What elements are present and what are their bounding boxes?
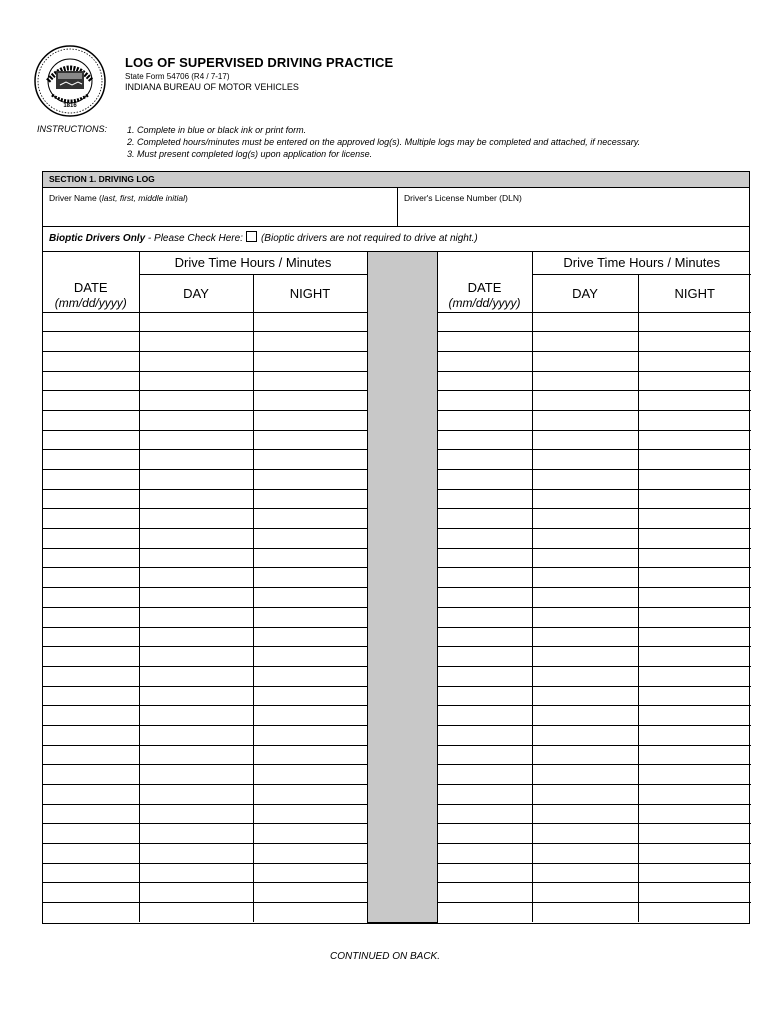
date-cell[interactable]: [437, 863, 532, 883]
date-cell[interactable]: [437, 529, 532, 549]
date-cell[interactable]: [437, 568, 532, 588]
driving-log-form: [42, 171, 750, 924]
night-cell[interactable]: [638, 785, 751, 805]
bioptic-row: [43, 227, 749, 252]
date-cell[interactable]: [43, 903, 139, 923]
day-cell[interactable]: [532, 509, 638, 529]
date-cell[interactable]: [437, 804, 532, 824]
date-cell[interactable]: [437, 824, 532, 844]
night-cell[interactable]: [253, 568, 367, 588]
day-cell[interactable]: [532, 647, 638, 667]
night-cell[interactable]: [253, 903, 367, 923]
date-cell[interactable]: [437, 686, 532, 706]
day-cell[interactable]: [532, 666, 638, 686]
night-cell[interactable]: [638, 430, 751, 450]
date-header-right: [437, 252, 532, 312]
date-cell[interactable]: [43, 844, 139, 864]
instructions-label: INSTRUCTIONS:: [37, 124, 108, 134]
night-cell[interactable]: [253, 470, 367, 490]
driver-name-label: Driver Name (: [49, 193, 102, 203]
day-cell[interactable]: [139, 785, 253, 805]
night-cell[interactable]: [253, 588, 367, 608]
night-cell[interactable]: [638, 686, 751, 706]
agency-name: INDIANA BUREAU OF MOTOR VEHICLES: [125, 82, 299, 92]
night-cell[interactable]: [638, 725, 751, 745]
date-cell[interactable]: [43, 686, 139, 706]
date-cell[interactable]: [437, 391, 532, 411]
date-cell[interactable]: [437, 785, 532, 805]
day-cell[interactable]: [139, 312, 253, 332]
day-cell[interactable]: [532, 903, 638, 923]
day-cell[interactable]: [532, 588, 638, 608]
night-cell[interactable]: [253, 765, 367, 785]
night-cell[interactable]: [638, 666, 751, 686]
date-cell[interactable]: [437, 351, 532, 371]
day-header: DAY: [139, 274, 253, 312]
day-cell[interactable]: [532, 450, 638, 470]
night-cell[interactable]: [253, 607, 367, 627]
day-cell[interactable]: [139, 725, 253, 745]
date-cell[interactable]: [43, 863, 139, 883]
day-cell[interactable]: [532, 489, 638, 509]
date-cell[interactable]: [437, 745, 532, 765]
day-cell[interactable]: [532, 312, 638, 332]
center-divider: [367, 252, 437, 922]
date-cell[interactable]: [43, 351, 139, 371]
form-title: LOG OF SUPERVISED DRIVING PRACTICE: [125, 55, 394, 70]
day-cell[interactable]: [139, 863, 253, 883]
day-cell[interactable]: [532, 568, 638, 588]
night-cell[interactable]: [638, 745, 751, 765]
driving-log-table: [43, 252, 751, 923]
form-number: State Form 54706 (R4 / 7-17): [125, 72, 230, 81]
night-cell[interactable]: [253, 312, 367, 332]
date-cell[interactable]: [43, 804, 139, 824]
date-cell[interactable]: [43, 588, 139, 608]
night-cell[interactable]: [253, 745, 367, 765]
night-cell[interactable]: [638, 548, 751, 568]
seal-year: 1816: [63, 103, 77, 109]
bioptic-text: - Please Check Here:: [145, 233, 243, 244]
day-cell[interactable]: [532, 785, 638, 805]
day-cell[interactable]: [139, 470, 253, 490]
day-cell[interactable]: [532, 391, 638, 411]
date-cell[interactable]: [43, 548, 139, 568]
date-cell[interactable]: [43, 509, 139, 529]
date-cell[interactable]: [43, 745, 139, 765]
day-cell[interactable]: [532, 410, 638, 430]
driver-name-close: ): [185, 193, 188, 203]
date-cell[interactable]: [437, 725, 532, 745]
date-cell[interactable]: [43, 883, 139, 903]
night-cell[interactable]: [638, 765, 751, 785]
date-format: (mm/dd/yyyy): [54, 296, 127, 310]
day-cell[interactable]: [139, 548, 253, 568]
night-cell[interactable]: [253, 529, 367, 549]
day-cell[interactable]: [139, 607, 253, 627]
date-cell[interactable]: [437, 430, 532, 450]
night-cell[interactable]: [638, 627, 751, 647]
day-cell[interactable]: [139, 430, 253, 450]
night-header: NIGHT: [253, 274, 367, 312]
date-cell[interactable]: [43, 765, 139, 785]
date-cell[interactable]: [43, 470, 139, 490]
dln-label: Driver's License Number (DLN): [404, 193, 522, 203]
day-cell[interactable]: [139, 903, 253, 923]
date-cell[interactable]: [437, 470, 532, 490]
day-cell[interactable]: [532, 844, 638, 864]
day-cell[interactable]: [139, 765, 253, 785]
day-cell[interactable]: [532, 470, 638, 490]
night-cell[interactable]: [253, 410, 367, 430]
day-cell[interactable]: [532, 725, 638, 745]
night-cell[interactable]: [253, 351, 367, 371]
date-cell[interactable]: [43, 627, 139, 647]
date-cell[interactable]: [43, 312, 139, 332]
day-cell[interactable]: [139, 450, 253, 470]
date-cell[interactable]: [437, 332, 532, 352]
day-cell[interactable]: [532, 351, 638, 371]
driver-name-hint: last, first, middle initial: [101, 193, 186, 203]
section-header: SECTION 1. DRIVING LOG: [43, 172, 749, 188]
day-cell[interactable]: [139, 844, 253, 864]
day-cell[interactable]: [532, 765, 638, 785]
night-cell[interactable]: [253, 548, 367, 568]
date-header-left: [43, 252, 139, 312]
night-cell[interactable]: [253, 647, 367, 667]
day-cell[interactable]: [139, 627, 253, 647]
date-cell[interactable]: [437, 371, 532, 391]
day-cell[interactable]: [139, 686, 253, 706]
night-cell[interactable]: [638, 489, 751, 509]
day-cell[interactable]: [139, 509, 253, 529]
date-cell[interactable]: [43, 607, 139, 627]
date-cell[interactable]: [437, 903, 532, 923]
night-cell[interactable]: [638, 509, 751, 529]
date-cell[interactable]: [43, 450, 139, 470]
instruction-item: 2. Completed hours/minutes must be entered on the approved log(s). Multiple logs may be completed and attached, if necessary.: [127, 137, 641, 147]
date-cell[interactable]: [437, 607, 532, 627]
night-cell[interactable]: [638, 647, 751, 667]
night-cell[interactable]: [638, 903, 751, 923]
day-cell[interactable]: [139, 666, 253, 686]
date-cell[interactable]: [43, 785, 139, 805]
date-cell[interactable]: [43, 647, 139, 667]
night-cell[interactable]: [253, 509, 367, 529]
day-cell[interactable]: [139, 883, 253, 903]
day-cell[interactable]: [139, 529, 253, 549]
date-cell[interactable]: [437, 647, 532, 667]
date-cell[interactable]: [43, 824, 139, 844]
night-cell[interactable]: [638, 804, 751, 824]
day-cell[interactable]: [139, 489, 253, 509]
night-cell[interactable]: [253, 666, 367, 686]
day-cell[interactable]: [139, 391, 253, 411]
bioptic-label: Bioptic Drivers Only: [49, 233, 146, 244]
night-cell[interactable]: [638, 568, 751, 588]
date-cell[interactable]: [43, 410, 139, 430]
night-cell[interactable]: [253, 706, 367, 726]
night-cell[interactable]: [638, 607, 751, 627]
night-cell[interactable]: [253, 804, 367, 824]
drive-time-header-right: Drive Time Hours / Minutes: [532, 252, 751, 274]
day-header: DAY: [532, 274, 638, 312]
day-cell[interactable]: [139, 588, 253, 608]
day-cell[interactable]: [532, 627, 638, 647]
night-cell[interactable]: [638, 332, 751, 352]
form-header: [125, 55, 393, 92]
date-cell[interactable]: [437, 588, 532, 608]
day-cell[interactable]: [139, 351, 253, 371]
date-cell[interactable]: [437, 627, 532, 647]
day-cell[interactable]: [532, 607, 638, 627]
night-cell[interactable]: [638, 351, 751, 371]
date-cell[interactable]: [43, 568, 139, 588]
day-cell[interactable]: [139, 804, 253, 824]
day-cell[interactable]: [532, 863, 638, 883]
day-cell[interactable]: [532, 548, 638, 568]
night-cell[interactable]: [638, 863, 751, 883]
night-cell[interactable]: [253, 332, 367, 352]
day-cell[interactable]: [532, 529, 638, 549]
day-cell[interactable]: [139, 332, 253, 352]
day-cell[interactable]: [532, 824, 638, 844]
date-cell[interactable]: [43, 666, 139, 686]
instruction-item: 1. Complete in blue or black ink or print form.: [127, 125, 307, 135]
bioptic-checkbox[interactable]: [246, 231, 257, 242]
date-cell[interactable]: [437, 410, 532, 430]
bioptic-note: (Bioptic drivers are not required to drive at night.): [260, 233, 478, 244]
day-cell[interactable]: [139, 745, 253, 765]
date-cell[interactable]: [43, 725, 139, 745]
night-cell[interactable]: [253, 371, 367, 391]
night-cell[interactable]: [253, 863, 367, 883]
date-cell[interactable]: [437, 666, 532, 686]
night-cell[interactable]: [638, 391, 751, 411]
night-cell[interactable]: [638, 410, 751, 430]
night-header: NIGHT: [638, 274, 751, 312]
date-cell[interactable]: [437, 489, 532, 509]
day-cell[interactable]: [139, 410, 253, 430]
night-cell[interactable]: [638, 470, 751, 490]
date-cell[interactable]: [437, 450, 532, 470]
day-cell[interactable]: [139, 371, 253, 391]
date-label: DATE: [467, 280, 502, 295]
night-cell[interactable]: [253, 844, 367, 864]
day-cell[interactable]: [532, 371, 638, 391]
date-label: DATE: [73, 280, 108, 295]
date-cell[interactable]: [437, 312, 532, 332]
night-cell[interactable]: [638, 371, 751, 391]
night-cell[interactable]: [253, 883, 367, 903]
date-cell[interactable]: [43, 529, 139, 549]
night-cell[interactable]: [638, 883, 751, 903]
date-cell[interactable]: [437, 883, 532, 903]
day-cell[interactable]: [532, 745, 638, 765]
date-cell[interactable]: [437, 765, 532, 785]
night-cell[interactable]: [253, 627, 367, 647]
date-cell[interactable]: [437, 509, 532, 529]
night-cell[interactable]: [638, 588, 751, 608]
night-cell[interactable]: [253, 785, 367, 805]
day-cell[interactable]: [139, 706, 253, 726]
date-cell[interactable]: [43, 706, 139, 726]
date-cell[interactable]: [43, 332, 139, 352]
date-cell[interactable]: [43, 430, 139, 450]
instruction-item: 3. Must present completed log(s) upon application for license.: [127, 149, 373, 159]
night-cell[interactable]: [638, 844, 751, 864]
date-cell[interactable]: [437, 548, 532, 568]
date-cell[interactable]: [437, 844, 532, 864]
night-cell[interactable]: [638, 706, 751, 726]
day-cell[interactable]: [139, 647, 253, 667]
night-cell[interactable]: [253, 430, 367, 450]
day-cell[interactable]: [532, 430, 638, 450]
indiana-state-seal: [34, 45, 106, 117]
day-cell[interactable]: [532, 706, 638, 726]
night-cell[interactable]: [638, 450, 751, 470]
night-cell[interactable]: [253, 391, 367, 411]
date-cell[interactable]: [43, 489, 139, 509]
date-cell[interactable]: [43, 371, 139, 391]
day-cell[interactable]: [532, 804, 638, 824]
night-cell[interactable]: [638, 824, 751, 844]
day-cell[interactable]: [139, 568, 253, 588]
night-cell[interactable]: [638, 312, 751, 332]
day-cell[interactable]: [532, 332, 638, 352]
drive-time-header-left: Drive Time Hours / Minutes: [139, 252, 367, 274]
date-cell[interactable]: [437, 706, 532, 726]
night-cell[interactable]: [638, 529, 751, 549]
dln-field[interactable]: [398, 188, 749, 226]
day-cell[interactable]: [532, 883, 638, 903]
continued-note: CONTINUED ON BACK.: [329, 951, 440, 962]
night-cell[interactable]: [253, 725, 367, 745]
day-cell[interactable]: [532, 686, 638, 706]
date-cell[interactable]: [43, 391, 139, 411]
day-cell[interactable]: [139, 824, 253, 844]
night-cell[interactable]: [253, 824, 367, 844]
night-cell[interactable]: [253, 686, 367, 706]
driver-name-field[interactable]: [43, 188, 398, 226]
date-format: (mm/dd/yyyy): [448, 296, 521, 310]
night-cell[interactable]: [253, 489, 367, 509]
night-cell[interactable]: [253, 450, 367, 470]
